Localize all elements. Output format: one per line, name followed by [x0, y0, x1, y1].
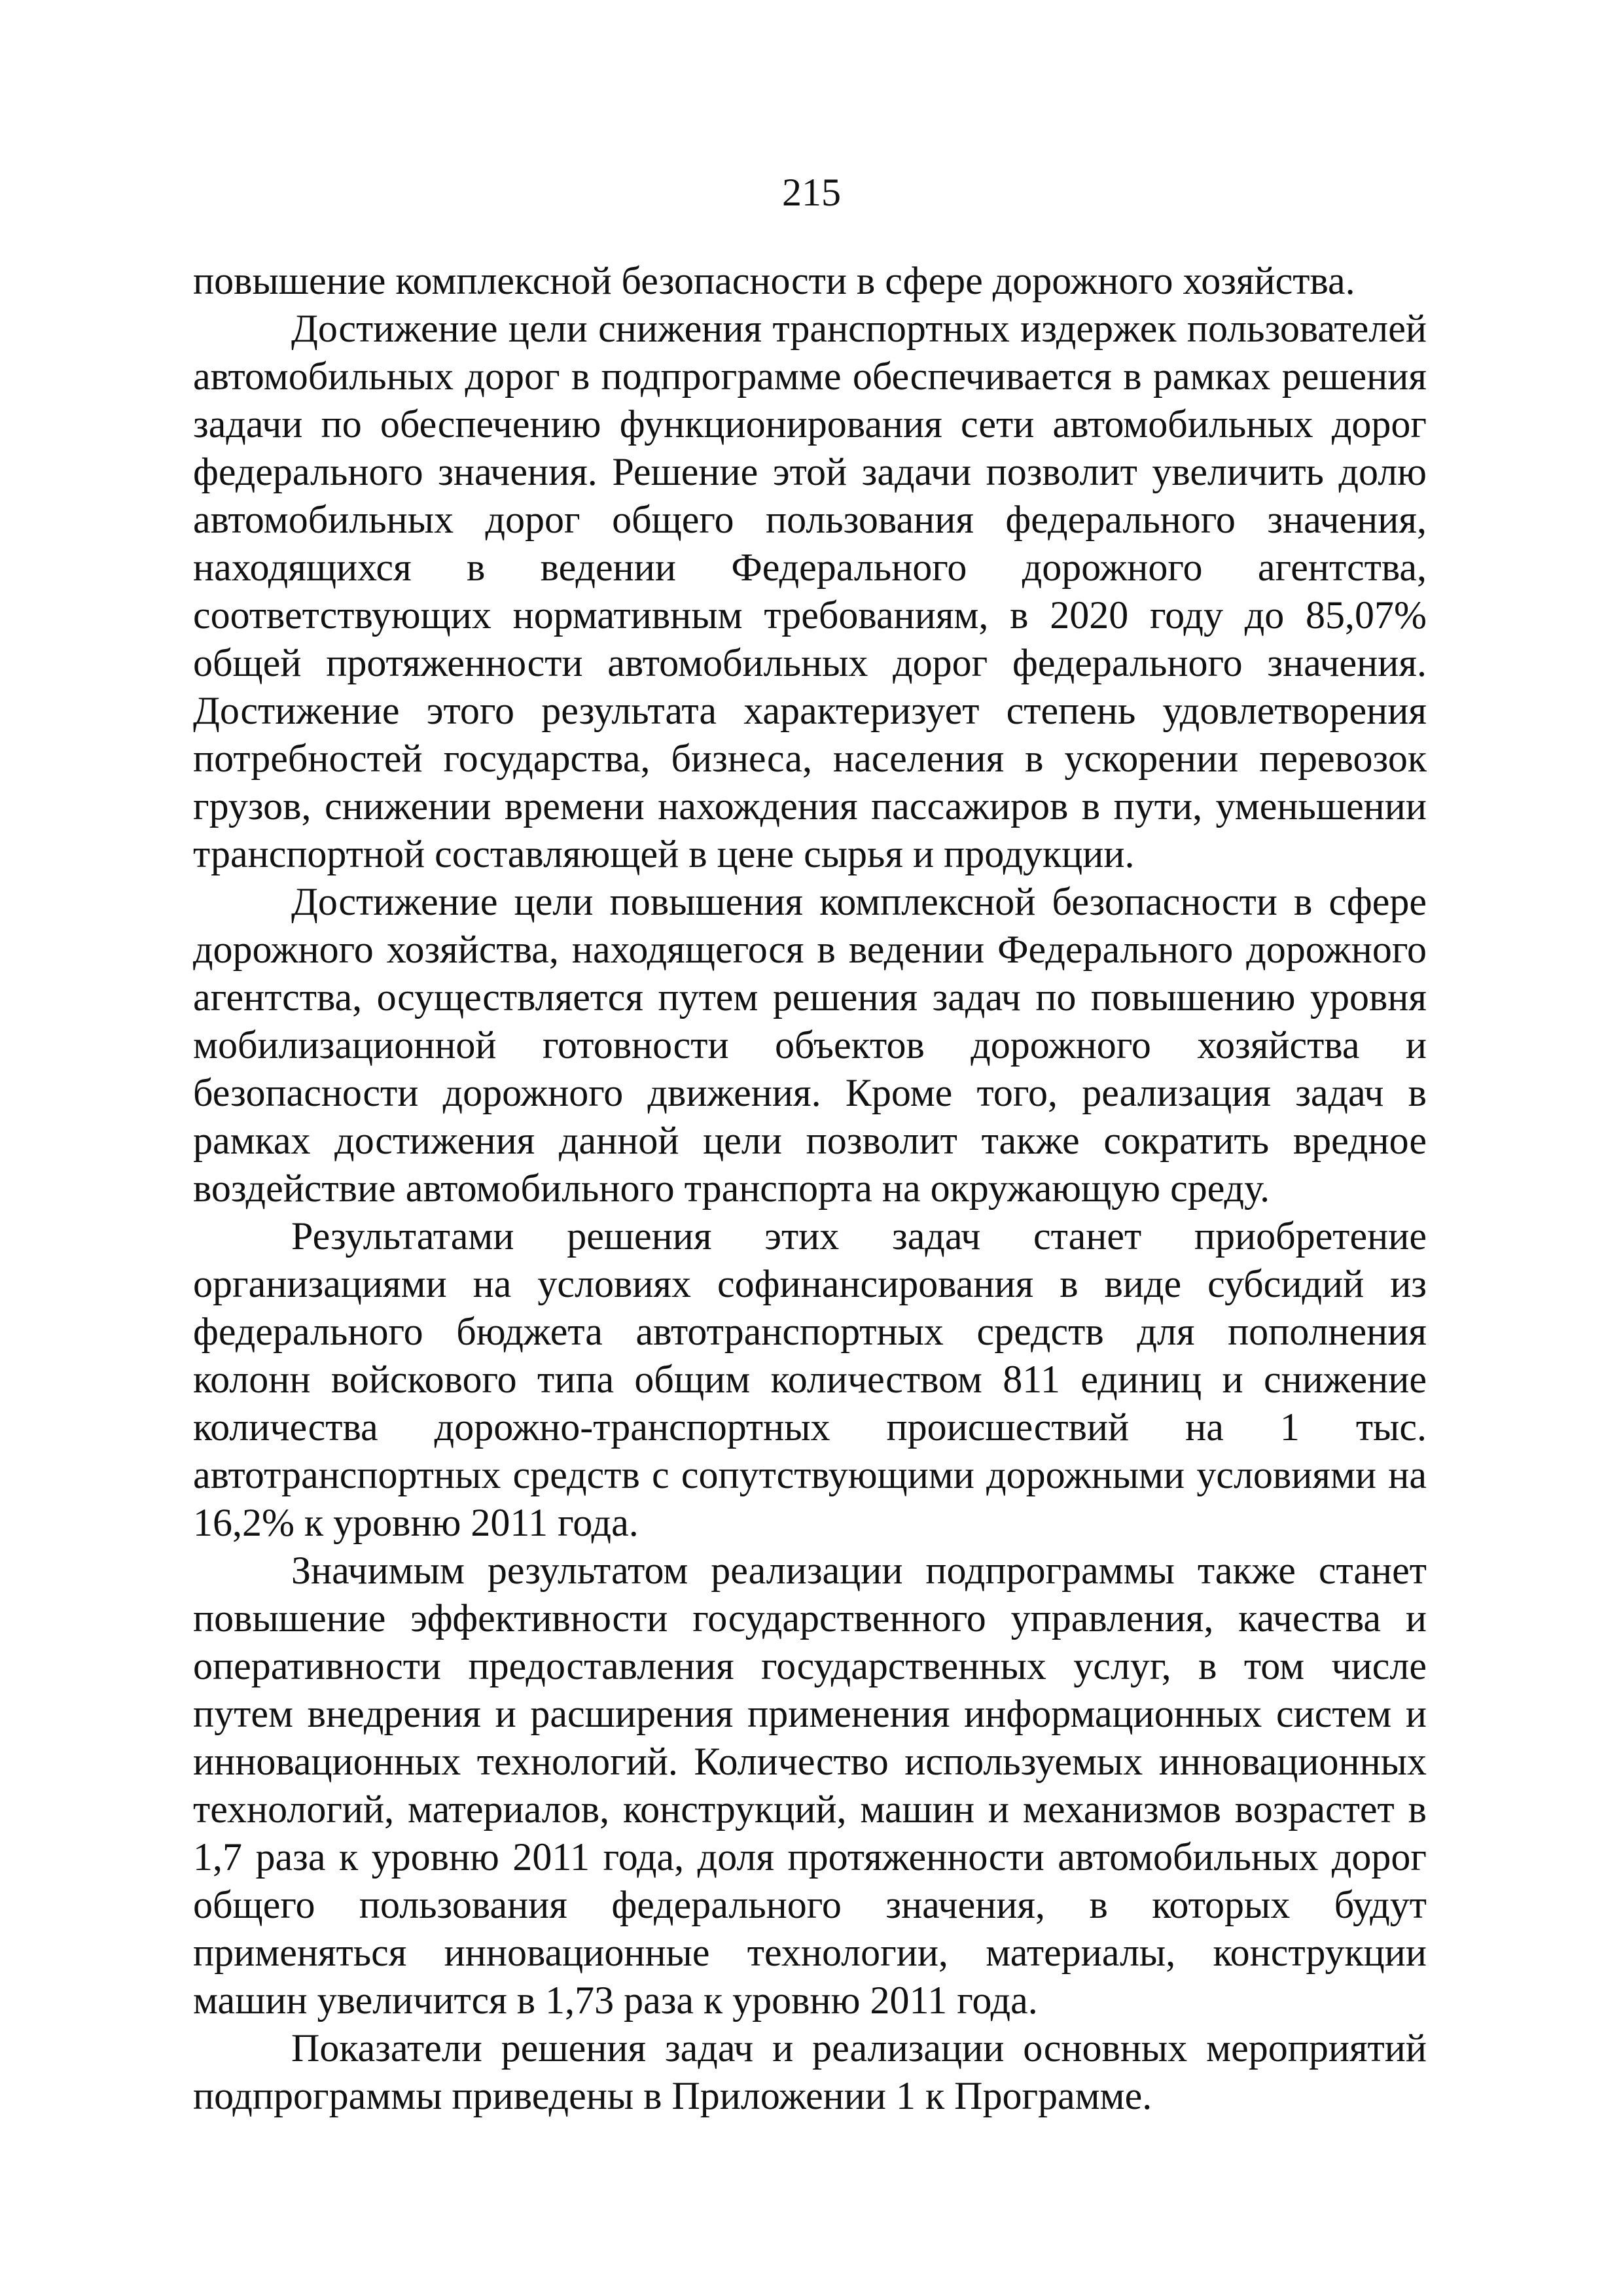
paragraph-transport-costs: Достижение цели снижения транспортных издержек пользователей автомобильных дорог в подпрограмме обеспечивается в рамках решения задачи по обеспечению функционирования сети автомобильных дорог федерального значения. Решение этой задачи позволит увеличить долю автомобильных дорог общего пользования федерального значения, находящихся в ведении Федерального дорожного агентства, соответствующих нормативным требованиям, в 2020 году до 85,07% общей протяженности автомобильных дорог федерального значения. Достижение этого результата характеризует степень удовлетворения потребностей государства, бизнеса, населения в ускорении перевозок грузов, снижении времени нахождения пассажиров в пути, уменьшении транспортной составляющей в цене сырья и продукции. — [193, 307, 1427, 875]
paragraph-significant-result: Значимым результатом реализации подпрограммы также станет повышение эффективности государственного управления, качества и оперативности предоставления государственных услуг, в том числе путем внедрения и расширения применения информационных систем и инновационных технологий. Количество используемых инновационных технологий, материалов, конструкций, машин и механизмов возрастет в 1,7 раза к уровню 2011 года, доля протяженности автомобильных дорог общего пользования федерального значения, в которых будут применяться инновационные технологии, материалы, конструкции машин увеличится в 1,73 раза к уровню 2011 года. — [193, 1549, 1427, 2022]
paragraph-safety-goal: Достижение цели повышения комплексной безопасности в сфере дорожного хозяйства, находящегося в ведении Федерального дорожного агентства, осуществляется путем решения задач по повышению уровня мобилизационной готовности объектов дорожного хозяйства и безопасности дорожного движения. Кроме того, реализация задач в рамках достижения данной цели позволит также сократить вредное воздействие автомобильного транспорта на окружающую среду. — [193, 880, 1427, 1210]
paragraph-task-results: Результатами решения этих задач станет приобретение организациями на условиях софинансирования в виде субсидий из федерального бюджета автотранспортных средств для пополнения колонн войскового типа общим количеством 811 единиц и снижение количества дорожно-транспортных происшествий на 1 тыс. автотранспортных средств с сопутствующими дорожными условиями на 16,2% к уровню 2011 года. — [193, 1214, 1427, 1544]
page-number: 215 — [782, 171, 841, 214]
paragraph-indicators: Показатели решения задач и реализации основных мероприятий подпрограммы приведены в Приложении 1 к Программе. — [193, 2026, 1427, 2117]
text-body — [193, 257, 1427, 2120]
paragraph-continuation: повышение комплексной безопасности в сфере дорожного хозяйства. — [193, 259, 1355, 302]
